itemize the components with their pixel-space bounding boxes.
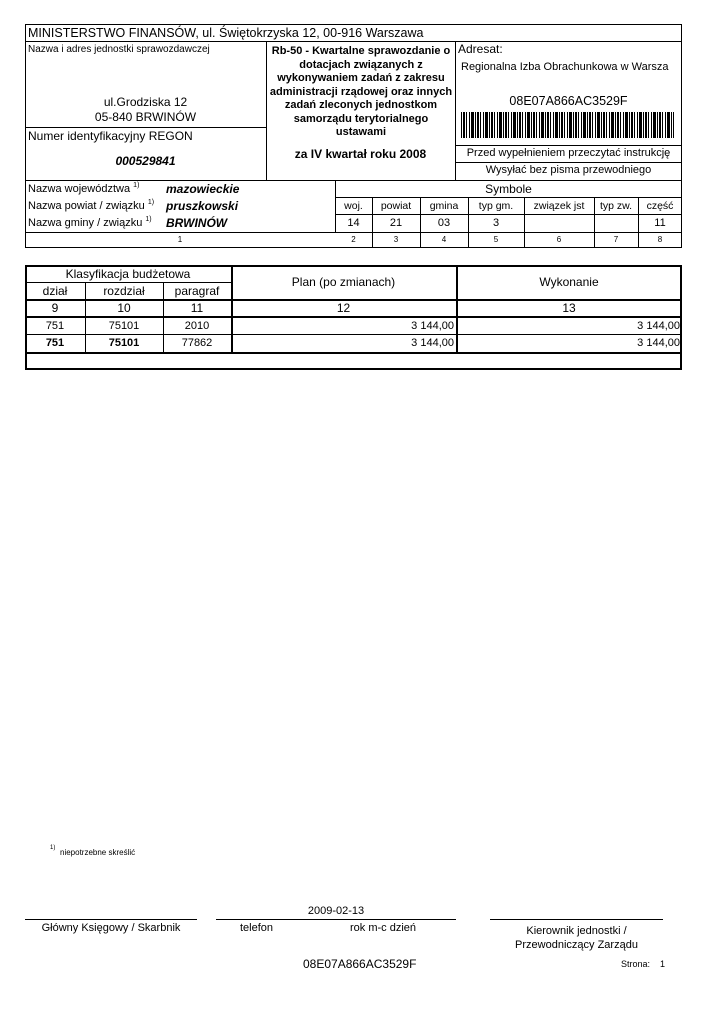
symbol-value: 3 bbox=[492, 217, 500, 229]
column-number: 1 bbox=[177, 235, 183, 244]
divider bbox=[25, 316, 682, 318]
report-date: 2009-02-13 bbox=[307, 905, 365, 917]
report-title: Rb-50 - Kwartalne sprawozdanie o dotacjach związanych z wykonywaniem zadań z zakresu administracji rządowej oraz innych zadań zleconych jednostkom samorządu terytorialnego ustawami bbox=[269, 45, 453, 138]
col-number: 10 bbox=[117, 301, 131, 315]
symbol-column-number: 2 bbox=[351, 235, 356, 244]
phone-label: telefon bbox=[240, 922, 274, 934]
regon-label: Numer identyfikacyjny REGON bbox=[28, 129, 193, 143]
symbol-column-number: 4 bbox=[441, 235, 447, 244]
county-label: Nazwa powiat / związku $^{1)}$ bbox=[28, 199, 155, 212]
ministry-address: MINISTERSTWO FINANSÓW, ul. Świętokrzyska 12, 00-916 Warszawa bbox=[28, 26, 424, 40]
table-cell-plan: 3 144,00 bbox=[411, 337, 454, 349]
adresat-label: Adresat: bbox=[458, 42, 503, 56]
col-plan-header: Plan (po zmianach) bbox=[291, 275, 396, 289]
adresat-value: Regionalna Izba Obrachunkowa w Warsza bbox=[461, 61, 669, 73]
divider bbox=[455, 145, 682, 146]
symbol-header: typ gm. bbox=[478, 200, 514, 212]
divider bbox=[25, 282, 231, 283]
symbol-column-number: 7 bbox=[613, 235, 619, 244]
commune-value: BRWINÓW bbox=[166, 216, 228, 230]
divider bbox=[455, 41, 456, 181]
regon-value: 000529841 bbox=[115, 154, 176, 168]
col-paragraf-header: paragraf bbox=[174, 284, 220, 298]
page-label: Strona: bbox=[621, 959, 651, 969]
instruction-send: Wysyłać bez pisma przewodniego bbox=[485, 164, 652, 176]
divider bbox=[25, 352, 682, 354]
divider bbox=[455, 162, 682, 163]
symbol-header: typ zw. bbox=[599, 200, 633, 212]
col-number: 11 bbox=[190, 301, 204, 315]
report-period: za IV kwartał roku 2008 bbox=[294, 147, 427, 161]
symbol-header: gmina bbox=[429, 200, 459, 212]
symbol-value: 14 bbox=[347, 217, 360, 229]
manager-label-line2: Przewodniczący Zarządu bbox=[515, 939, 638, 951]
divider bbox=[25, 41, 682, 42]
table-cell-rozdzial: 75101 bbox=[108, 320, 140, 332]
voivodeship-label: Nazwa województwa $^{1)}$ bbox=[28, 182, 140, 195]
divider bbox=[335, 214, 682, 215]
symbol-column-number: 5 bbox=[493, 235, 499, 244]
unit-label: Nazwa i adres jednostki sprawozdawczej bbox=[28, 44, 210, 55]
table-cell-paragraf: 2010 bbox=[184, 320, 210, 332]
divider bbox=[25, 334, 682, 335]
table-cell-dzial: 751 bbox=[45, 337, 65, 349]
col-wykonanie-header: Wykonanie bbox=[539, 275, 599, 289]
symbol-header: powiat bbox=[380, 200, 412, 212]
divider bbox=[266, 41, 267, 181]
signature-line bbox=[25, 919, 197, 920]
symbol-value: 11 bbox=[654, 217, 666, 229]
col-number: 9 bbox=[51, 301, 59, 315]
table-cell-dzial: 751 bbox=[45, 320, 65, 332]
symbol-column-number: 3 bbox=[393, 235, 399, 244]
unit-street: ul.Grodziska 12 bbox=[103, 95, 188, 109]
table-cell-paragraf: 77862 bbox=[181, 337, 213, 349]
divider bbox=[25, 127, 266, 128]
commune-label: Nazwa gminy / związku $^{1)}$ bbox=[28, 216, 152, 229]
voivodeship-value: mazowieckie bbox=[166, 182, 240, 196]
col-number: 13 bbox=[562, 301, 576, 315]
signature-line bbox=[216, 919, 456, 920]
date-format-label: rok m-c dzień bbox=[350, 922, 417, 934]
symbol-header: część bbox=[646, 200, 674, 212]
accountant-label: Główny Księgowy / Skarbnik bbox=[41, 922, 181, 934]
col-dzial-header: dział bbox=[42, 284, 68, 298]
unit-city: 05-840 BRWINÓW bbox=[94, 110, 197, 124]
symbol-header: woj. bbox=[344, 200, 363, 212]
symbols-title: Symbole bbox=[485, 182, 532, 196]
table-cell-rozdzial: 75101 bbox=[108, 337, 140, 349]
manager-label-line1: Kierownik jednostki / bbox=[526, 925, 627, 937]
divider bbox=[335, 197, 682, 198]
col-rozdzial-header: rozdział bbox=[103, 284, 145, 298]
county-value: pruszkowski bbox=[166, 199, 239, 213]
document-code: 08E07A866AC3529F bbox=[509, 94, 628, 108]
table-cell-wykonanie: 3 144,00 bbox=[637, 320, 680, 332]
col-number: 12 bbox=[336, 301, 351, 315]
page-number: 1 bbox=[660, 959, 666, 969]
footnote: niepotrzebne skreślić bbox=[60, 848, 136, 857]
symbol-column-number: 6 bbox=[556, 235, 562, 244]
divider bbox=[25, 232, 682, 233]
table-cell-plan: 3 144,00 bbox=[411, 320, 454, 332]
instruction-read: Przed wypełnieniem przeczytać instrukcję bbox=[466, 147, 671, 159]
footnote-mark: 1) bbox=[50, 845, 56, 851]
barcode bbox=[461, 112, 674, 138]
symbol-column-number: 8 bbox=[657, 235, 663, 244]
symbol-value: 03 bbox=[437, 217, 451, 229]
signature-line bbox=[490, 919, 663, 920]
footer-document-code: 08E07A866AC3529F bbox=[303, 957, 417, 971]
symbol-value: 21 bbox=[389, 217, 403, 229]
symbol-header: związek jst bbox=[533, 200, 585, 212]
table-cell-wykonanie: 3 144,00 bbox=[637, 337, 680, 349]
budget-classification-header: Klasyfikacja budżetowa bbox=[65, 267, 191, 281]
